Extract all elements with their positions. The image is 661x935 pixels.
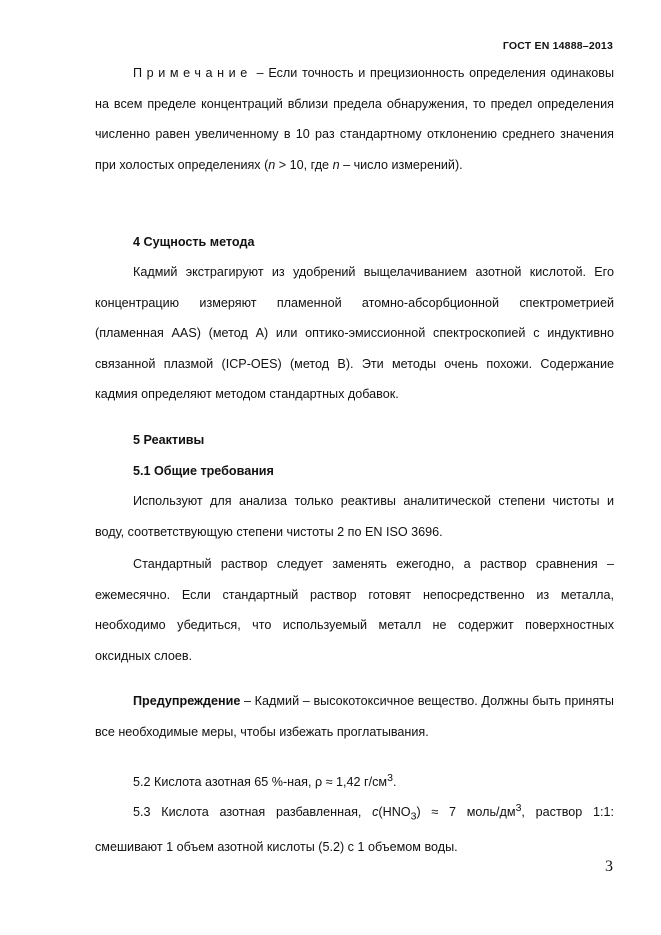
section-5-heading: 5 Реактивы [133,433,205,447]
note-dash: – [251,66,269,80]
standard-code-header: ГОСТ EN 14888–2013 [502,40,613,52]
superscript: 3 [515,802,522,814]
note-text: Если точность и прецизионность определения одинаковы на всем пределе концентраций вблизи предела обнаружения, то предел определения численно равен увеличенному в 10 раз стандартному отклонению среднего значения при холостых определениях ( [95,66,614,172]
note-paragraph [95,58,614,180]
superscript: 3 [387,772,393,784]
warning-paragraph [95,686,614,747]
section-5-2-text: 5.2 Кислота азотная 65 %-ная, ρ ≈ 1,42 г/см [133,775,388,790]
section-5-3-paragraph [95,793,614,863]
note-text-2: > 10, где [275,157,333,172]
section-5-1-paragraph-2: Стандартный раствор следует заменять ежегодно, а раствор сравнения – ежемесячно. Если стандартный раствор готовят непосредственно из металла, необходимо убедиться, что используемый металл не содержит поверхностных оксидных слоев. [95,557,614,663]
section-5-3-end: , раствор 1:1: смешивают 1 объем азотной кислоты (5.2) с 1 объемом воды. [95,805,614,855]
page-number: 3 [605,858,613,875]
note-variable: n [268,157,276,172]
concentration-symbol: c [372,805,379,820]
section-4-heading: 4 Сущность метода [133,235,255,249]
warning-text: – Кадмий – высокотоксичное вещество. Должны быть приняты все необходимые меры, чтобы избежать проглатывания. [95,694,614,739]
note-text-3: – число измерений). [339,157,463,172]
note-variable-2: n [332,157,340,172]
section-5-1-heading: 5.1 Общие требования [133,464,274,478]
section-4-paragraph: Кадмий экстрагируют из удобрений выщелачиванием азотной кислотой. Его концентрацию измеряют пламенной атомно-абсорбционной спектрометрией (пламенная AAS) (метод А) или оптико-эмиссионной спектроскопией с индуктивно связанной плазмой (ICP-OES) (метод В). Эти методы очень похожи. Содержание кадмия определяют методом стандартных добавок. [95,265,614,401]
section-5-3-unit: ) ≈ 7 моль/дм [416,805,516,820]
warning-label: Предупреждение [133,694,241,708]
note-label: Примечание [133,66,252,80]
subscript: 3 [410,810,417,823]
formula-text: (HNO [378,805,411,820]
section-5-3-text: 5.3 Кислота азотная разбавленная, [133,805,373,820]
section-5-2-end: . [392,775,397,790]
section-5-1-paragraph-1: Используют для анализа только реактивы аналитической степени чистоты и воду, соответствующую степени чистоты 2 по EN ISO 3696. [95,494,614,539]
